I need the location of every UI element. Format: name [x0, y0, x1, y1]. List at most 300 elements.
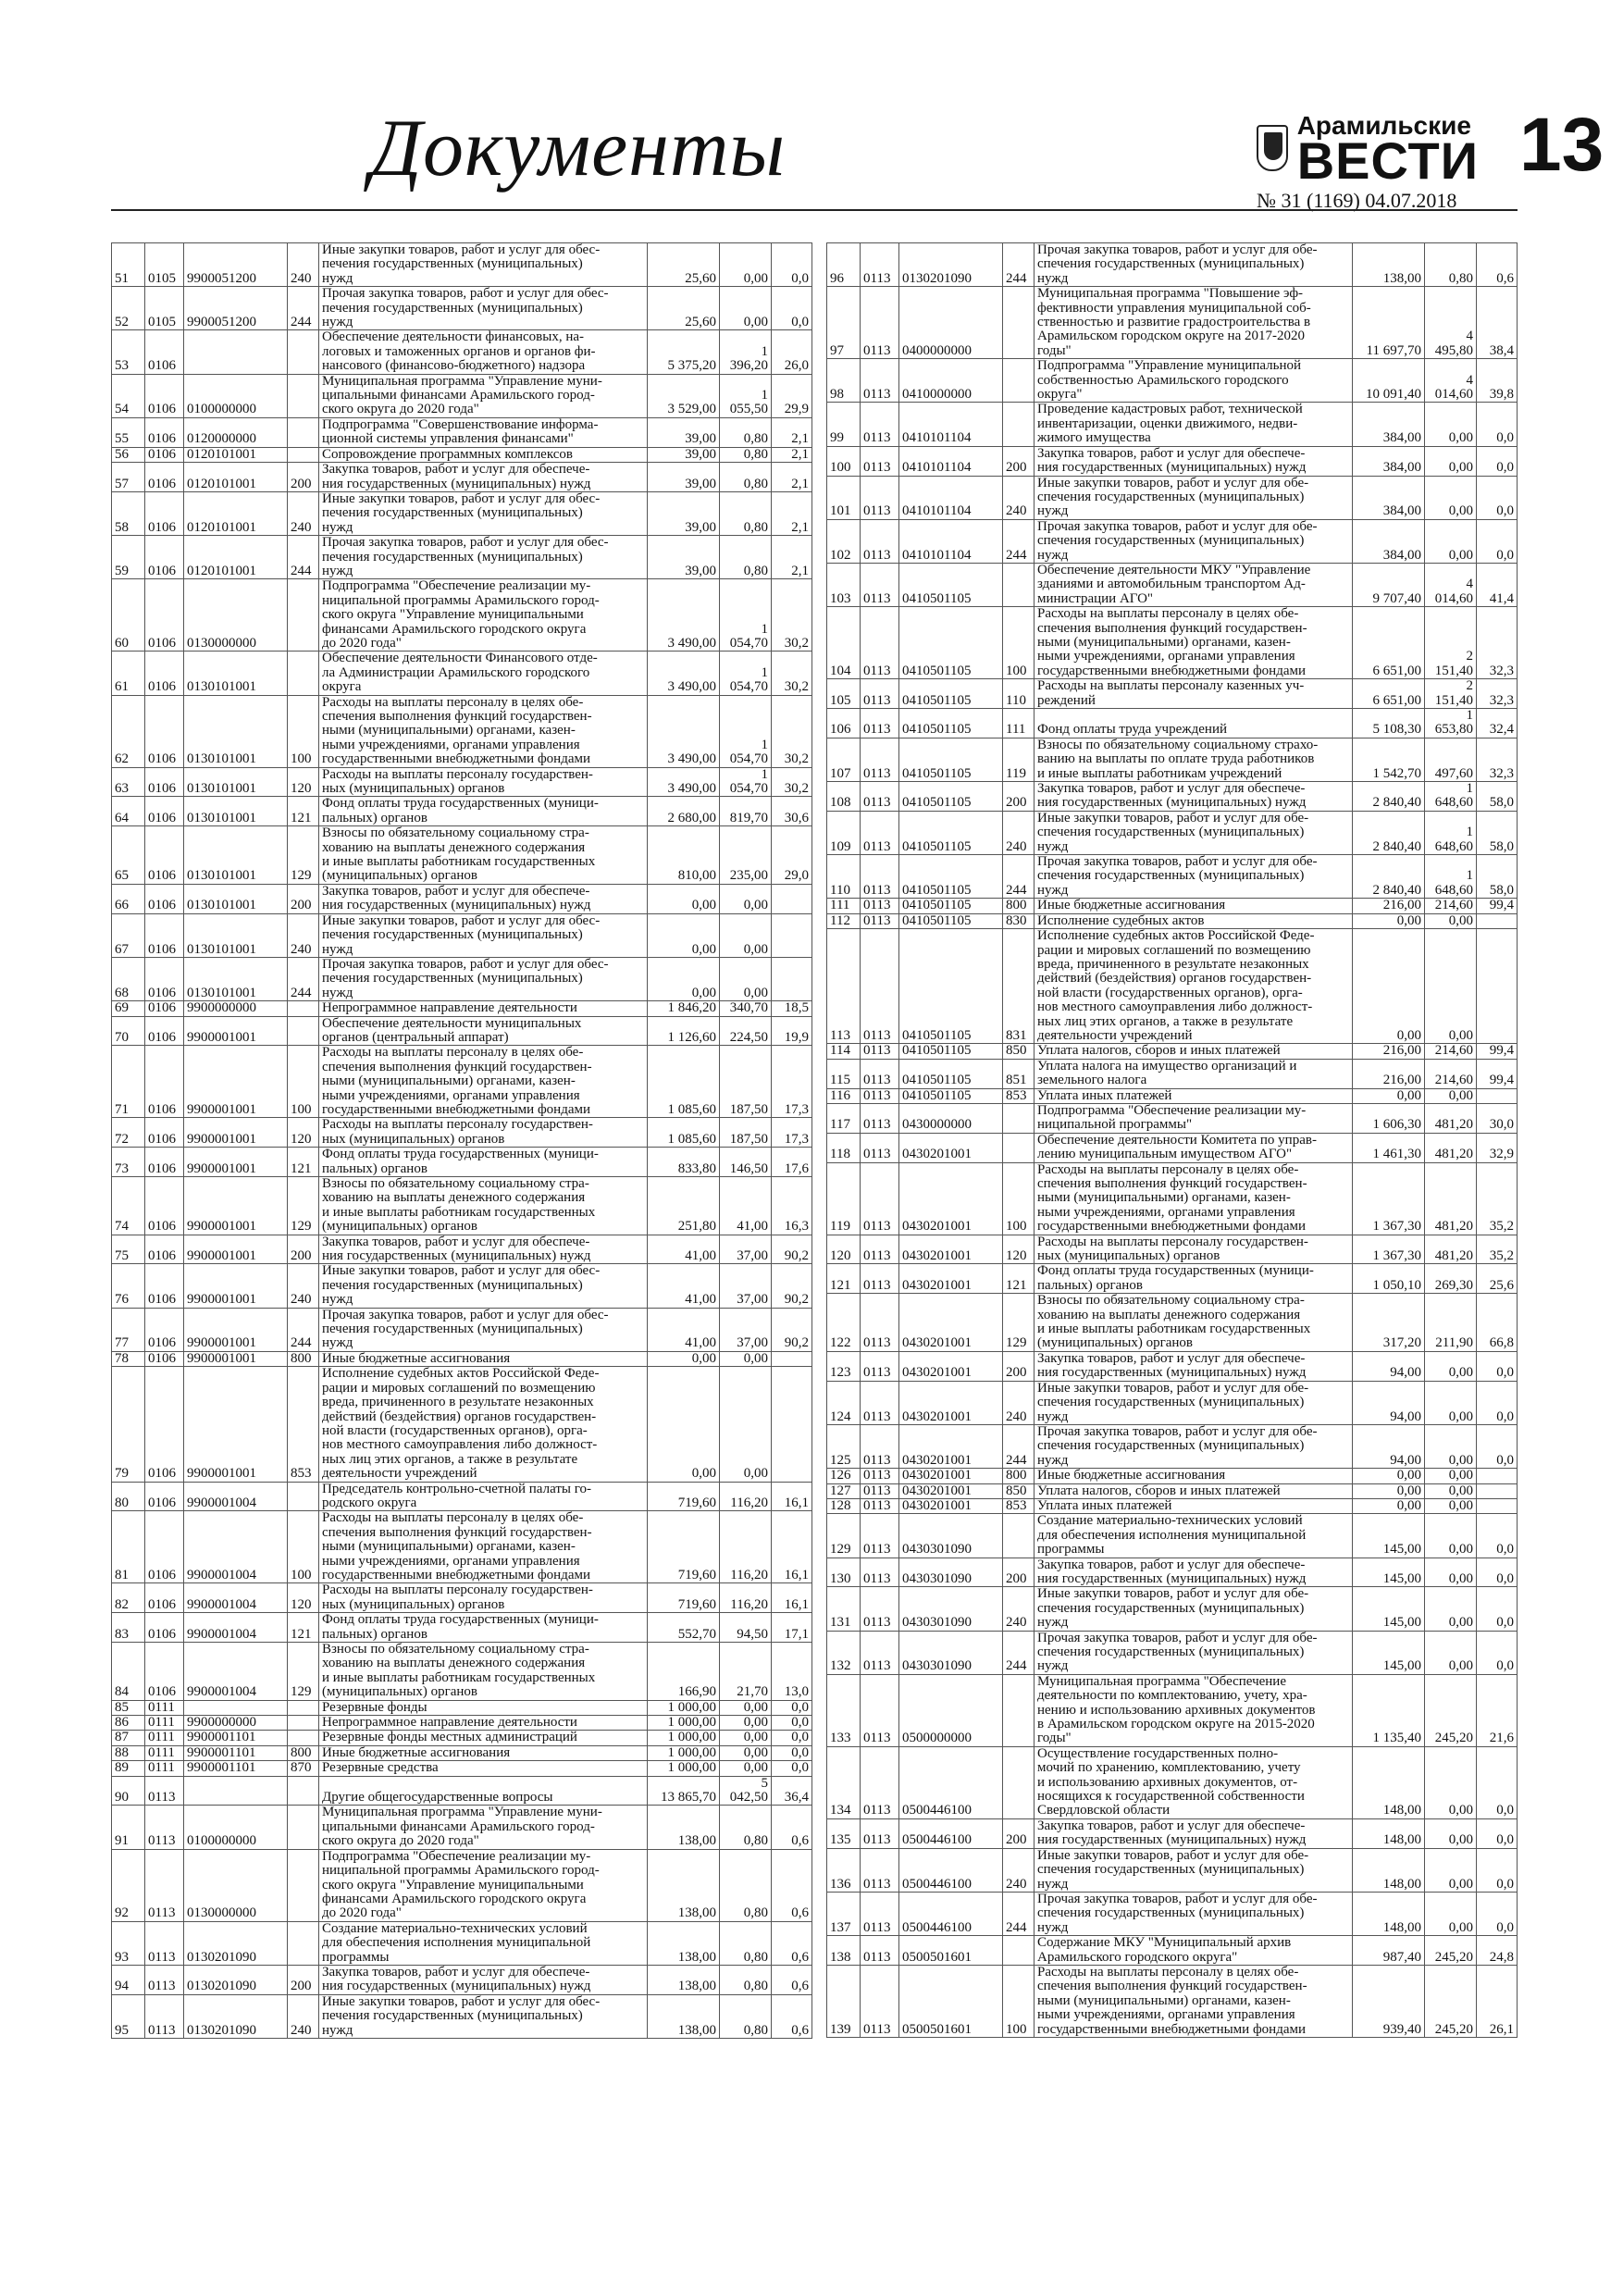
row-number: 124: [827, 1381, 861, 1424]
section-code: 0106: [145, 330, 184, 374]
table-row: [112, 1001, 812, 1016]
plan-amount: 25,60: [648, 287, 720, 330]
plan-amount: 251,80: [648, 1177, 720, 1235]
percent-done: [1477, 1483, 1518, 1498]
section-code: 0113: [861, 1587, 899, 1631]
plan-amount: 41,00: [648, 1264, 720, 1308]
plan-amount: 148,00: [1353, 1848, 1425, 1892]
table-row: [112, 797, 812, 826]
plan-amount: 138,00: [1353, 243, 1425, 287]
table-row: [827, 1381, 1518, 1424]
section-code: 0113: [861, 679, 899, 709]
actual-amount: 0,00: [1425, 1381, 1477, 1424]
actual-amount: 0,00: [1425, 1498, 1477, 1513]
item-name: Расходы на выплаты персоналу в целях обе- спечения выполнения функций государствен- ными (муниципальными) органами, казен- ными учреждениями, органами управления государственными внебюджетными фондами: [319, 1046, 648, 1118]
plan-amount: 2 840,40: [1353, 811, 1425, 854]
actual-amount: 340,70: [720, 1001, 772, 1016]
item-name: Резервные фонды: [319, 1700, 648, 1715]
plan-amount: 719,60: [648, 1511, 720, 1583]
row-number: 129: [827, 1514, 861, 1558]
row-number: 130: [827, 1558, 861, 1587]
section-code: 0113: [861, 1133, 899, 1162]
target-code: 0430301090: [899, 1587, 1003, 1631]
actual-amount: 0,00: [1425, 1892, 1477, 1935]
actual-amount: 116,20: [720, 1511, 772, 1583]
percent-done: 2,1: [772, 491, 812, 535]
section-code: 0106: [145, 463, 184, 492]
target-code: 9900000000: [184, 1716, 288, 1731]
row-number: 138: [827, 1936, 861, 1966]
actual-amount: 0,00: [720, 287, 772, 330]
actual-amount: 1 648,60: [1425, 811, 1477, 854]
row-number: 98: [827, 359, 861, 403]
table-row: [112, 1806, 812, 1849]
table-row: [827, 1848, 1518, 1892]
table-row: [827, 1235, 1518, 1264]
expense-type: 121: [288, 797, 319, 826]
expense-type: 240: [288, 913, 319, 957]
actual-amount: 0,00: [1425, 1351, 1477, 1381]
item-name: Закупка товаров, работ и услуг для обеспече- ния государственных (муниципальных) нужд: [319, 1235, 648, 1264]
item-name: Исполнение судебных актов Российской Феде- рации и мировых соглашений по возмещению вреда, причиненного в результате незаконных действий (бездействия) органов государствен- ной власти (государственных органов), орга- нов местного самоуправления либо должност- ных лиц этих органов, а также в результате деятельности учреждений: [1035, 929, 1353, 1044]
table-row: [827, 1088, 1518, 1103]
item-name: Прочая закупка товаров, работ и услуг для обе- спечения государственных (муниципальных) нужд: [1035, 519, 1353, 563]
item-name: Муниципальная программа "Повышение эф- фективности управления муниципальной соб- ственностью и развитие градостроительства в Арамильском городском округе на 2017-2020 годы": [1035, 287, 1353, 359]
actual-amount: 0,00: [1425, 1848, 1477, 1892]
percent-done: 58,0: [1477, 855, 1518, 899]
table-row: [112, 1046, 812, 1118]
expense-type: 240: [1003, 1848, 1035, 1892]
plan-amount: 384,00: [1353, 446, 1425, 476]
table-row: [112, 1264, 812, 1308]
target-code: 0410501105: [899, 1044, 1003, 1059]
target-code: 9900001004: [184, 1643, 288, 1701]
plan-amount: 3 490,00: [648, 695, 720, 767]
actual-amount: 4 014,60: [1425, 359, 1477, 403]
row-number: 81: [112, 1511, 145, 1583]
actual-amount: 0,00: [1425, 1424, 1477, 1468]
row-number: 96: [827, 243, 861, 287]
expense-type: 244: [288, 287, 319, 330]
percent-done: 0,0: [1477, 1848, 1518, 1892]
actual-amount: 819,70: [720, 797, 772, 826]
table-row: [112, 957, 812, 1000]
target-code: 9900001101: [184, 1731, 288, 1745]
target-code: 9900001001: [184, 1367, 288, 1482]
plan-amount: 9 707,40: [1353, 563, 1425, 606]
brand-main-text: ВЕСТИ: [1296, 131, 1479, 190]
brand-logo: [1257, 111, 1479, 190]
percent-done: 38,4: [1477, 287, 1518, 359]
actual-amount: 0,80: [1425, 243, 1477, 287]
expense-type: 200: [288, 1235, 319, 1264]
plan-amount: 6 651,00: [1353, 607, 1425, 679]
item-name: Резервные средства: [319, 1761, 648, 1776]
percent-done: 30,2: [772, 695, 812, 767]
expense-type: 240: [1003, 811, 1035, 854]
item-name: Прочая закупка товаров, работ и услуг для обе- спечения государственных (муниципальных) нужд: [1035, 855, 1353, 899]
table-row: [827, 476, 1518, 519]
expense-type: 100: [1003, 1965, 1035, 2037]
percent-done: 0,0: [1477, 1514, 1518, 1558]
section-code: 0111: [145, 1700, 184, 1715]
plan-amount: 94,00: [1353, 1424, 1425, 1468]
section-code: 0106: [145, 447, 184, 462]
row-number: 112: [827, 913, 861, 928]
expense-type: 240: [288, 491, 319, 535]
table-row: [827, 519, 1518, 563]
section-code: 0113: [861, 1514, 899, 1558]
plan-amount: 0,00: [1353, 1498, 1425, 1513]
row-number: 101: [827, 476, 861, 519]
plan-amount: 833,80: [648, 1148, 720, 1177]
expense-type: 200: [1003, 446, 1035, 476]
target-code: 0130101001: [184, 826, 288, 885]
row-number: 111: [827, 899, 861, 913]
target-code: 0410501105: [899, 811, 1003, 854]
row-number: 107: [827, 738, 861, 781]
target-code: 0100000000: [184, 1806, 288, 1849]
expense-type: 240: [1003, 1381, 1035, 1424]
plan-amount: 13 865,70: [648, 1776, 720, 1806]
actual-amount: 245,20: [1425, 1674, 1477, 1746]
row-number: 89: [112, 1761, 145, 1776]
expense-type: 240: [1003, 1587, 1035, 1631]
percent-done: 0,0: [1477, 1381, 1518, 1424]
plan-amount: 216,00: [1353, 1059, 1425, 1088]
row-number: 76: [112, 1264, 145, 1308]
actual-amount: 0,00: [1425, 913, 1477, 928]
table-row: [112, 1583, 812, 1613]
target-code: 9900001004: [184, 1511, 288, 1583]
row-number: 139: [827, 1965, 861, 2037]
target-code: 0500501601: [899, 1936, 1003, 1966]
target-code: 9900001001: [184, 1235, 288, 1264]
section-code: 0113: [861, 1818, 899, 1848]
actual-amount: 0,00: [720, 243, 772, 287]
section-code: 0113: [861, 607, 899, 679]
section-code: 0113: [861, 1264, 899, 1294]
target-code: 0130101001: [184, 767, 288, 797]
section-code: 0113: [861, 446, 899, 476]
percent-done: 26,1: [1477, 1965, 1518, 2037]
actual-amount: 0,80: [720, 1921, 772, 1965]
actual-amount: 2 151,40: [1425, 679, 1477, 709]
table-row: [112, 1731, 812, 1745]
item-name: Иные бюджетные ассигнования: [1035, 1469, 1353, 1483]
target-code: 9900001004: [184, 1482, 288, 1511]
plan-amount: 719,60: [648, 1482, 720, 1511]
percent-done: 58,0: [1477, 811, 1518, 854]
actual-amount: 0,00: [1425, 1469, 1477, 1483]
expense-type: [1003, 1746, 1035, 1818]
item-name: Сопровождение программных комплексов: [319, 447, 648, 462]
section-code: 0106: [145, 1016, 184, 1046]
percent-done: 0,6: [772, 1806, 812, 1849]
actual-amount: 0,00: [720, 957, 772, 1000]
item-name: Фонд оплаты труда государственных (муници- пальных) органов: [319, 797, 648, 826]
section-code: 0106: [145, 652, 184, 695]
target-code: 0120101001: [184, 536, 288, 579]
item-name: Иные закупки товаров, работ и услуг для обе- спечения государственных (муниципальных) нужд: [1035, 1848, 1353, 1892]
section-code: 0113: [861, 563, 899, 606]
table-row: [827, 1631, 1518, 1674]
section-code: 0113: [861, 519, 899, 563]
expense-type: 100: [288, 695, 319, 767]
section-code: 0106: [145, 374, 184, 417]
right-column: [826, 242, 1518, 2038]
percent-done: 0,0: [1477, 1424, 1518, 1468]
row-number: 58: [112, 491, 145, 535]
row-number: 74: [112, 1177, 145, 1235]
percent-done: 66,8: [1477, 1294, 1518, 1352]
actual-amount: 1 648,60: [1425, 782, 1477, 812]
expense-type: [288, 1016, 319, 1046]
section-code: 0106: [145, 826, 184, 885]
expense-type: [288, 1921, 319, 1965]
actual-amount: 1 054,70: [720, 652, 772, 695]
plan-amount: 25,60: [648, 243, 720, 287]
percent-done: 16,1: [772, 1583, 812, 1613]
target-code: 0400000000: [899, 287, 1003, 359]
percent-done: 30,2: [772, 652, 812, 695]
expense-type: 853: [1003, 1498, 1035, 1513]
right-table-body: [827, 243, 1518, 2038]
table-row: [112, 463, 812, 492]
item-name: Прочая закупка товаров, работ и услуг для обес- печения государственных (муниципальных) нужд: [319, 1308, 648, 1351]
plan-amount: 138,00: [648, 1921, 720, 1965]
table-row: [112, 1613, 812, 1643]
row-number: 60: [112, 579, 145, 652]
actual-amount: 224,50: [720, 1016, 772, 1046]
percent-done: 0,6: [772, 1965, 812, 1994]
target-code: 9900001001: [184, 1264, 288, 1308]
table-row: [112, 1177, 812, 1235]
expense-type: 244: [288, 536, 319, 579]
table-row: [112, 1921, 812, 1965]
target-code: 0430201001: [899, 1424, 1003, 1468]
section-code: 0113: [861, 1558, 899, 1587]
actual-amount: 21,70: [720, 1643, 772, 1701]
plan-amount: 0,00: [1353, 1469, 1425, 1483]
plan-amount: 145,00: [1353, 1631, 1425, 1674]
item-name: Подпрограмма "Обеспечение реализации му- ниципальной программы Арамильского город- ского округа "Управление муниципальными финансами Арамильского городского округа до 2020 года": [319, 1849, 648, 1921]
percent-done: 0,0: [1477, 519, 1518, 563]
percent-done: [772, 957, 812, 1000]
expense-type: 200: [1003, 1818, 1035, 1848]
expense-type: [1003, 563, 1035, 606]
target-code: 9900051200: [184, 287, 288, 330]
table-row: [112, 1965, 812, 1994]
table-row: [112, 1776, 812, 1806]
section-code: 0113: [861, 1381, 899, 1424]
actual-amount: 0,00: [720, 884, 772, 913]
actual-amount: 0,00: [720, 1745, 772, 1760]
plan-amount: 3 490,00: [648, 767, 720, 797]
plan-amount: 145,00: [1353, 1587, 1425, 1631]
row-number: 63: [112, 767, 145, 797]
item-name: Закупка товаров, работ и услуг для обеспече- ния государственных (муниципальных) нужд: [319, 884, 648, 913]
table-row: [112, 1016, 812, 1046]
target-code: 0410101104: [899, 403, 1003, 446]
plan-amount: 2 840,40: [1353, 782, 1425, 812]
section-code: 0113: [861, 811, 899, 854]
expense-type: [288, 1482, 319, 1511]
item-name: Содержание МКУ "Муниципальный архив Арамильского городского округа": [1035, 1936, 1353, 1966]
expense-type: [1003, 1514, 1035, 1558]
target-code: 0130101001: [184, 957, 288, 1000]
target-code: 0500446100: [899, 1848, 1003, 1892]
expense-type: 831: [1003, 929, 1035, 1044]
expense-type: 851: [1003, 1059, 1035, 1088]
expense-type: 120: [1003, 1235, 1035, 1264]
item-name: Уплата налогов, сборов и иных платежей: [1035, 1044, 1353, 1059]
item-name: Подпрограмма "Управление муниципальной собственностью Арамильского городского округа": [1035, 359, 1353, 403]
percent-done: [1477, 1469, 1518, 1483]
section-code: 0113: [861, 899, 899, 913]
expense-type: 240: [288, 1264, 319, 1308]
target-code: 0410101104: [899, 446, 1003, 476]
item-name: Иные закупки товаров, работ и услуг для обе- спечения государственных (муниципальных) нужд: [1035, 476, 1353, 519]
item-name: Закупка товаров, работ и услуг для обеспече- ния государственных (муниципальных) нужд: [1035, 1818, 1353, 1848]
plan-amount: 39,00: [648, 491, 720, 535]
target-code: 0430201001: [899, 1483, 1003, 1498]
expense-type: [1003, 1103, 1035, 1133]
budget-table-right: [826, 242, 1518, 2038]
row-number: 99: [827, 403, 861, 446]
item-name: Подпрограмма "Обеспечение реализации му- ниципальной программы Арамильского город- ского округа "Управление муниципальными финансами Арамильского городского округа до 2020 года": [319, 579, 648, 652]
table-row: [112, 1511, 812, 1583]
item-name: Прочая закупка товаров, работ и услуг для обе- спечения государственных (муниципальных) нужд: [1035, 1631, 1353, 1674]
plan-amount: 148,00: [1353, 1746, 1425, 1818]
actual-amount: 245,20: [1425, 1965, 1477, 2037]
percent-done: 90,2: [772, 1235, 812, 1264]
section-code: 0113: [861, 243, 899, 287]
plan-amount: 148,00: [1353, 1892, 1425, 1935]
section-title: Документы: [370, 104, 787, 193]
section-code: 0113: [145, 1965, 184, 1994]
section-code: 0113: [861, 1674, 899, 1746]
actual-amount: 0,80: [720, 1994, 772, 2038]
section-code: 0106: [145, 884, 184, 913]
table-row: [112, 1367, 812, 1482]
plan-amount: 939,40: [1353, 1965, 1425, 2037]
section-code: 0113: [145, 1921, 184, 1965]
section-code: 0113: [861, 855, 899, 899]
section-code: 0106: [145, 1511, 184, 1583]
percent-done: 18,5: [772, 1001, 812, 1016]
actual-amount: 116,20: [720, 1482, 772, 1511]
section-code: 0106: [145, 1046, 184, 1118]
percent-done: 0,0: [1477, 1746, 1518, 1818]
plan-amount: 0,00: [648, 1367, 720, 1482]
actual-amount: 0,00: [1425, 929, 1477, 1044]
actual-amount: 4 014,60: [1425, 563, 1477, 606]
actual-amount: 0,00: [720, 1716, 772, 1731]
item-name: Проведение кадастровых работ, технической инвентаризации, оценки движимого, недви- жимого имущества: [1035, 403, 1353, 446]
plan-amount: 0,00: [648, 957, 720, 1000]
table-row: [112, 374, 812, 417]
percent-done: 90,2: [772, 1264, 812, 1308]
table-row: [827, 1936, 1518, 1966]
row-number: 78: [112, 1351, 145, 1366]
actual-amount: 0,00: [1425, 1818, 1477, 1848]
actual-amount: 116,20: [720, 1583, 772, 1613]
expense-type: 129: [1003, 1294, 1035, 1352]
target-code: 0430201001: [899, 1264, 1003, 1294]
item-name: Закупка товаров, работ и услуг для обеспече- ния государственных (муниципальных) нужд: [1035, 446, 1353, 476]
target-code: 0500446100: [899, 1746, 1003, 1818]
row-number: 84: [112, 1643, 145, 1701]
row-number: 69: [112, 1001, 145, 1016]
actual-amount: 0,00: [720, 1731, 772, 1745]
target-code: 0430301090: [899, 1631, 1003, 1674]
percent-done: 0,0: [772, 1745, 812, 1760]
item-name: Взносы по обязательному социальному стра- хованию на выплаты денежного содержания и иные выплаты работникам государственных (муниципальных) органов: [319, 1177, 648, 1235]
row-number: 59: [112, 536, 145, 579]
table-row: [827, 1498, 1518, 1513]
table-row: [827, 1558, 1518, 1587]
percent-done: 17,6: [772, 1148, 812, 1177]
section-code: 0106: [145, 1308, 184, 1351]
item-name: Уплата налога на имущество организаций и земельного налога: [1035, 1059, 1353, 1088]
target-code: 0430000000: [899, 1103, 1003, 1133]
expense-type: [288, 1731, 319, 1745]
target-code: 0410501105: [899, 679, 1003, 709]
target-code: 0410501105: [899, 709, 1003, 738]
section-code: 0106: [145, 1235, 184, 1264]
plan-amount: 39,00: [648, 417, 720, 447]
expense-type: [1003, 287, 1035, 359]
row-number: 56: [112, 447, 145, 462]
row-number: 104: [827, 607, 861, 679]
row-number: 103: [827, 563, 861, 606]
table-row: [112, 536, 812, 579]
row-number: 137: [827, 1892, 861, 1935]
item-name: Уплата налогов, сборов и иных платежей: [1035, 1483, 1353, 1498]
row-number: 100: [827, 446, 861, 476]
row-number: 54: [112, 374, 145, 417]
expense-type: 240: [288, 1994, 319, 2038]
table-row: [112, 579, 812, 652]
row-number: 57: [112, 463, 145, 492]
target-code: 0130201090: [899, 243, 1003, 287]
expense-type: 120: [288, 767, 319, 797]
expense-type: 244: [288, 957, 319, 1000]
target-code: 9900001004: [184, 1613, 288, 1643]
percent-done: 39,8: [1477, 359, 1518, 403]
item-name: Взносы по обязательному социальному стра- хованию на выплаты денежного содержания и иные выплаты работникам государственных (муниципальных) органов: [319, 1643, 648, 1701]
target-code: 0500000000: [899, 1674, 1003, 1746]
item-name: Иные закупки товаров, работ и услуг для обес- печения государственных (муниципальных) нужд: [319, 243, 648, 287]
section-code: 0113: [145, 1994, 184, 2038]
table-row: [827, 855, 1518, 899]
table-row: [112, 1761, 812, 1776]
section-code: 0113: [145, 1849, 184, 1921]
percent-done: 0,0: [1477, 1892, 1518, 1935]
section-code: 0106: [145, 695, 184, 767]
percent-done: 2,1: [772, 536, 812, 579]
expense-type: [1003, 359, 1035, 403]
plan-amount: 3 529,00: [648, 374, 720, 417]
actual-amount: 4 495,80: [1425, 287, 1477, 359]
page-header: [111, 93, 1604, 213]
target-code: 0120101001: [184, 447, 288, 462]
expense-type: 200: [1003, 1351, 1035, 1381]
row-number: 133: [827, 1674, 861, 1746]
percent-done: 41,4: [1477, 563, 1518, 606]
section-code: 0106: [145, 913, 184, 957]
